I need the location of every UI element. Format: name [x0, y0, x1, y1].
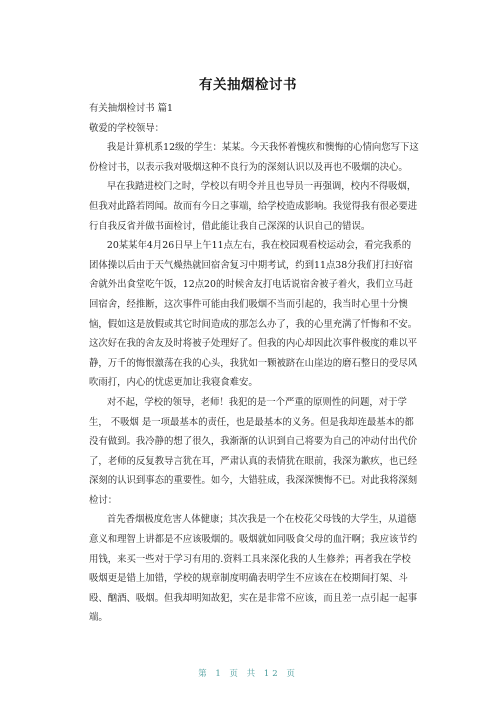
paragraph: 敬爱的学校领导：	[89, 122, 165, 134]
paragraph: 对不起，学校的领导，老师！我犯的是一个严重的原则性的问题，对于学生， 不吸烟 是一项最基本的责任，也是最基本的义务。但是我却连最基本的都没有做到。我冷静的想了很久，我渐渐的认识到自己将要为自己的冲动付出代价了，老师的反复教导言犹在耳，严肃认真的表情犹在眼前，我深为歉疚，也已经深刻的认识到事态的重要性。如今，大错驻成，我深深懊悔不已。对此我将深刻检讨：	[89, 396, 418, 506]
paragraph: 我是计算机系12级的学生：某某。今天我怀着愧疚和懊悔的心情向您写下这份检讨书，以表示我对吸烟这种不良行为的深刻认识以及再也不吸烟的决心。	[89, 142, 419, 173]
paragraph: 20某某年4月26日早上午11点左右，我在校园观看校运动会，看完我系的团体操以后由于天气燥热就回宿舍复习中期考试，约到11点38分我们打扫好宿舍就外出食堂吃午饭，12点20的时候舍友打电话说宿舍被子着火，我们立马赶回宿舍，经推断，这次事件可能由我们吸烟不当而引起的，我当时心里十分懊恼，假如这是放假或其它时间造成的那怎么办了，我的心里充满了忏悔和不安。这次好在我的舍友及时将被子处理好了。但我的内心却因此次事件极度的难以平静，万千的悔恨激荡在我的心头，我犹如一颗被跻在山崖边的磨石整日的受尽风吹雨打，内心的忧虑更加让我寝食难安。	[89, 240, 418, 389]
paragraph: 早在我踏进校门之时，学校以有明令并且也导员一再强调，校内不得吸烟，但我对此路若罔闻。故而有今日之事端，给学校造成影响。我觉得我有很必要进行自我反省并做书面检讨，借此能让我自己深深的认识自己的错误。	[89, 181, 418, 232]
page-footer: 第 1 页 共 12 页	[198, 669, 298, 679]
paragraph: 首先香烟极度危害人体健康；其次我是一个在校花父母钱的大学生，从道德意义和理智上讲都是不应该吸烟的。吸烟就如同吸食父母的血汗啊；我应该节约用钱，来买一些对于学习有用的.资料工具来深化我的人生修养；再者我在学校吸烟更是错上加错，学校的规章制度明确表明学生不应该在在校期间打架、斗殴、酗酒、吸烟。但我却明知故犯，实在是非常不应该，而且差一点引起一起事端。	[89, 514, 418, 624]
document-title: 有关抽烟检讨书	[199, 77, 297, 93]
document-body	[89, 99, 419, 628]
paragraph: 有关抽烟检讨书 篇1	[89, 103, 173, 114]
